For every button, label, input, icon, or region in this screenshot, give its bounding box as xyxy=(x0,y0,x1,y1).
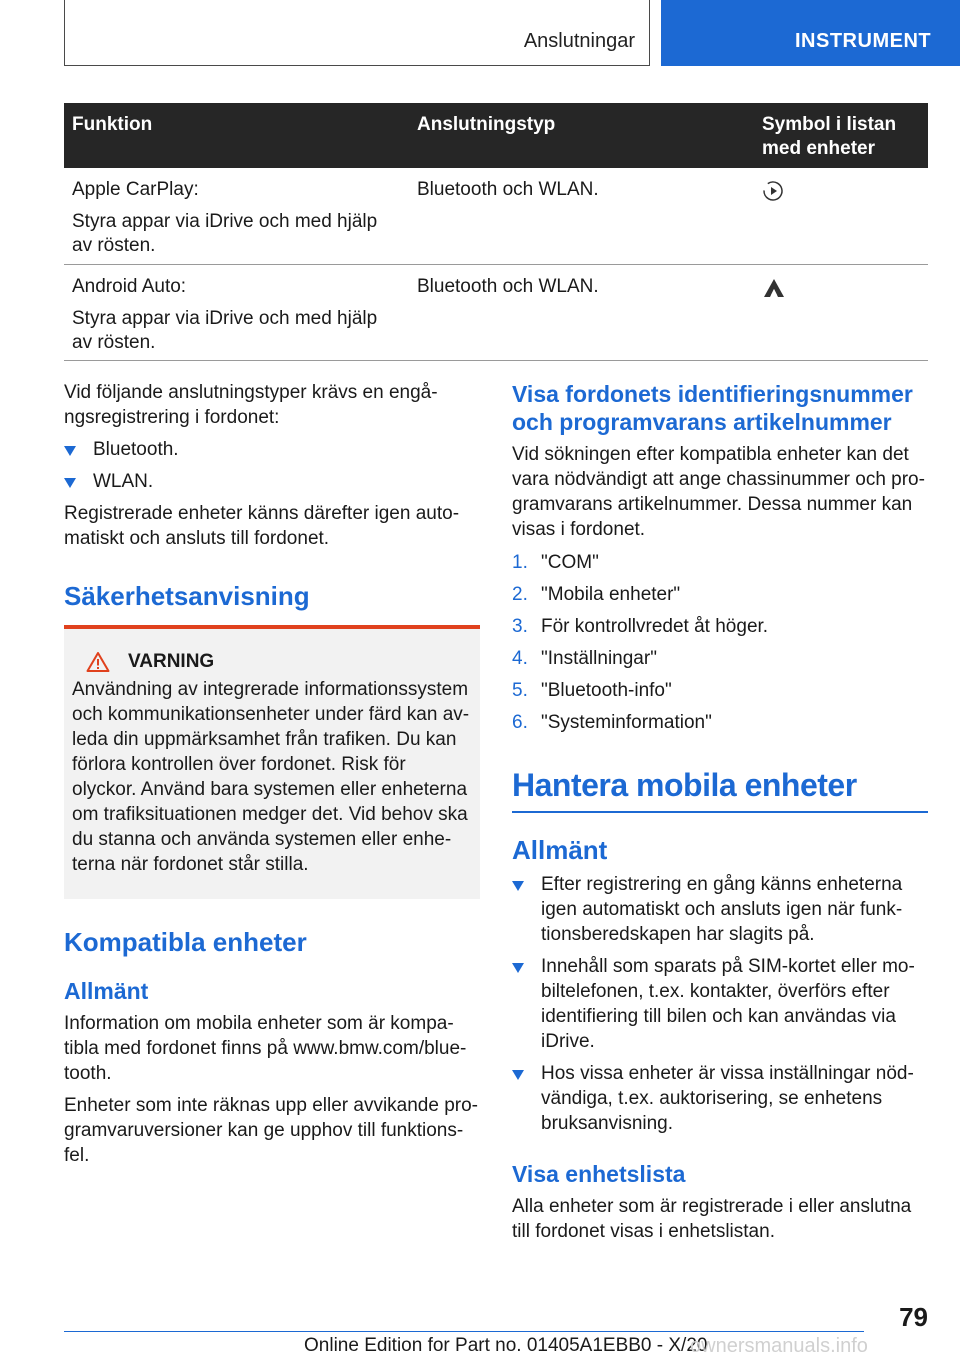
header-section-tab xyxy=(64,0,650,66)
list-item: 5. "Bluetooth-info" xyxy=(512,680,672,701)
compat-general-heading: Allmänt xyxy=(64,978,149,1004)
table-cell xyxy=(754,265,928,360)
list-item: 1. "COM" xyxy=(512,552,599,573)
table-cell xyxy=(64,265,409,360)
table-cell xyxy=(754,168,928,264)
header-chapter-tab xyxy=(661,0,960,66)
table-cell xyxy=(64,168,409,264)
footer-rule xyxy=(64,1331,864,1332)
list-item: 3. För kontrollvredet åt höger. xyxy=(512,616,769,637)
function-title: Apple CarPlay: xyxy=(72,179,199,200)
connection-table xyxy=(64,103,928,361)
list-item: 6. "Systeminformation" xyxy=(512,712,712,733)
intro-paragraph: Vid följande anslutningstyper krävs en engå-ngsregistrering i fordonet: xyxy=(64,382,438,428)
function-desc: Styra appar via iDrive och med hjälp av rösten. xyxy=(72,211,378,256)
device-list-paragraph: Alla enheter som är registrerade i eller anslutna till fordonet visas i enhetslistan. xyxy=(512,1195,912,1242)
table-header-cell: Symbol i listan med enheter xyxy=(762,114,897,159)
list-item: WLAN. xyxy=(64,469,480,494)
compat-heading: Kompatibla enheter xyxy=(64,927,307,957)
table-row xyxy=(64,265,928,361)
bullet-triangle-icon xyxy=(64,478,76,488)
safety-heading: Säkerhetsanvisning xyxy=(64,581,310,611)
warning-text: Användning av integrerade informationssystem och kommunikationsenheter under färd kan av-leda din uppmärksamhet från trafiken. Du kan förlora kontrollen över fordonet. Risk för olyckor. Använd bara systemen eller enheterna om trafiksituationen medger det. Vid behov ska du stanna och använda systemen eller enhe-terna när fordonet står stilla. xyxy=(72,679,470,875)
after-paragraph: Registrerade enheter känns därefter igen auto-matiskt och ansluts till fordonet. xyxy=(64,503,460,549)
compat-paragraph-1: Information om mobila enheter som är kompa-tibla med fordonet finns på www.bmw.com/blue-tooth. xyxy=(64,1013,467,1084)
bullet-triangle-icon xyxy=(512,881,524,891)
manage-general-heading: Allmänt xyxy=(512,834,608,865)
table-header xyxy=(64,103,928,168)
warning-box xyxy=(64,625,480,899)
list-item: Innehåll som sparats på SIM-kortet eller mo-biltelefonen, t.ex. kontakter, överförs efter identifiering till bilen och kan användas via iDrive. xyxy=(512,954,928,1054)
vin-paragraph: Vid sökningen efter kompatibla enheter kan det vara nödvändigt att ange chassinummer och pro-gramvarans artikelnummer. Dessa nummer kan visas i fordonet. xyxy=(512,444,925,540)
heading-rule xyxy=(512,811,928,813)
list-item: 4. "Inställningar" xyxy=(512,648,657,669)
steps-list xyxy=(512,550,928,735)
header-section-title: Anslutningar xyxy=(523,30,635,52)
list-item: Bluetooth. xyxy=(64,437,480,462)
bullet-triangle-icon xyxy=(64,446,76,456)
warning-title: VARNING xyxy=(72,651,472,673)
bullet-triangle-icon xyxy=(512,963,524,973)
list-item: Efter registrering en gång känns enheterna igen automatiskt och ansluts igen när funk-tionsberedskapen har slagits på. xyxy=(512,872,928,947)
android-auto-icon xyxy=(762,277,786,299)
table-row xyxy=(64,168,928,265)
device-list-heading: Visa enhetslista xyxy=(512,1160,686,1187)
page-number: 79 xyxy=(899,1302,928,1332)
bullet-triangle-icon xyxy=(512,1070,524,1080)
table-cell: Bluetooth och WLAN. xyxy=(417,276,599,297)
function-desc: Styra appar via iDrive och med hjälp av rösten. xyxy=(72,308,378,353)
footer-watermark: ownersmanuals.info xyxy=(690,1335,868,1357)
manage-heading: Hantera mobila enheter xyxy=(512,767,857,803)
function-title: Android Auto: xyxy=(72,276,187,297)
footer-edition: Online Edition for Part no. 01405A1EBB0 - X/20 xyxy=(304,1335,708,1356)
header-chapter-title: INSTRUMENT xyxy=(795,30,932,52)
table-header-cell: Funktion xyxy=(72,114,153,135)
table-cell: Bluetooth och WLAN. xyxy=(417,179,599,200)
warning-triangle-icon xyxy=(86,651,110,673)
compat-paragraph-2: Enheter som inte räknas upp eller avvikande pro-gramvaruversioner kan ge upphov till funktions-fel. xyxy=(64,1095,479,1166)
list-item: Hos vissa enheter är vissa inställningar nöd-vändiga, t.ex. auktorisering, se enhetens bruksanvisning. xyxy=(512,1061,928,1136)
carplay-icon xyxy=(762,180,784,202)
right-column xyxy=(512,380,928,1244)
vin-heading: Visa fordonets identifieringsnummer och programvarans artikelnummer xyxy=(512,381,913,435)
list-item: 2. "Mobila enheter" xyxy=(512,584,681,605)
table-header-cell: Anslutningstyp xyxy=(417,114,556,135)
left-column xyxy=(64,380,480,1168)
